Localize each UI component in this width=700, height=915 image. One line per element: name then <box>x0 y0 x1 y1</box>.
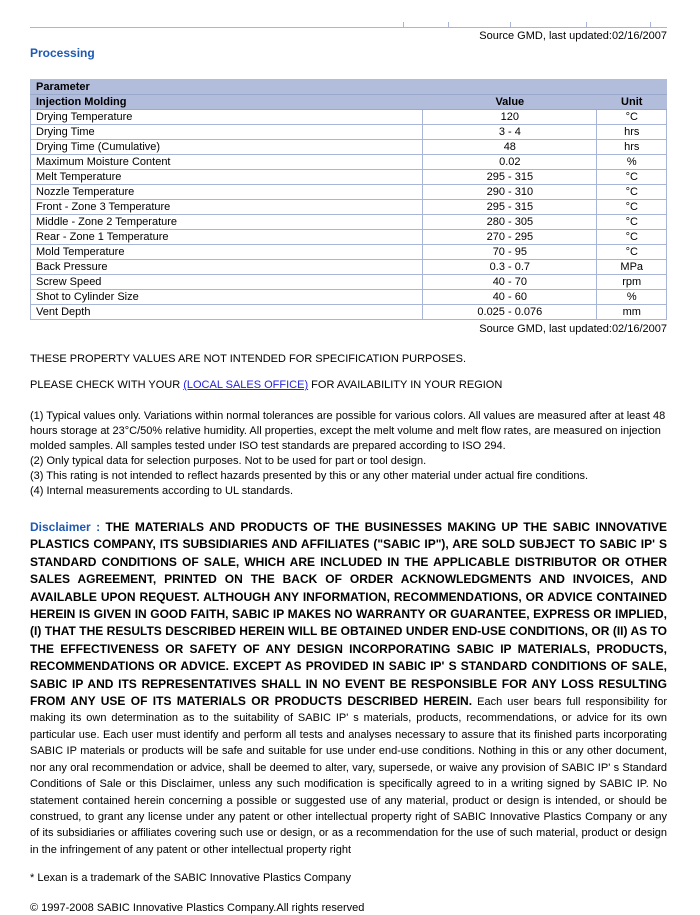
parameter-cell: Middle - Zone 2 Temperature <box>31 215 423 230</box>
value-cell: 120 <box>423 110 597 125</box>
parameter-cell: Maximum Moisture Content <box>31 155 423 170</box>
table-row <box>31 305 667 320</box>
value-cell: 295 - 315 <box>423 170 597 185</box>
column-header-unit: Unit <box>597 95 667 110</box>
table-row <box>31 215 667 230</box>
table-row <box>31 140 667 155</box>
table-title-parameter: Parameter <box>31 80 667 95</box>
value-cell: 270 - 295 <box>423 230 597 245</box>
parameter-cell: Rear - Zone 1 Temperature <box>31 230 423 245</box>
table-row <box>31 230 667 245</box>
availability-statement <box>30 379 667 392</box>
table-remnant-tick <box>586 22 587 27</box>
parameter-cell: Back Pressure <box>31 260 423 275</box>
table-row <box>31 185 667 200</box>
footnotes-block <box>30 409 667 499</box>
table-remnant-tick <box>510 22 511 27</box>
parameter-cell: Nozzle Temperature <box>31 185 423 200</box>
unit-cell: °C <box>597 170 667 185</box>
table-row <box>31 200 667 215</box>
unit-cell: % <box>597 155 667 170</box>
section-title: Processing <box>30 46 95 60</box>
spec-purpose-statement: THESE PROPERTY VALUES ARE NOT INTENDED FOR SPECIFICATION PURPOSES. <box>30 353 467 365</box>
disclaimer-label: Disclaimer : <box>30 520 106 534</box>
table-body <box>31 110 667 320</box>
table-remnant-tick <box>403 22 404 27</box>
footnote-2: (2) Only typical data for selection purposes. Not to be used for part or tool design. <box>30 455 427 467</box>
value-cell: 295 - 315 <box>423 200 597 215</box>
parameter-cell: Drying Temperature <box>31 110 423 125</box>
value-cell: 290 - 310 <box>423 185 597 200</box>
unit-cell: hrs <box>597 140 667 155</box>
table-row <box>31 155 667 170</box>
table-row <box>31 290 667 305</box>
value-cell: 40 - 60 <box>423 290 597 305</box>
local-sales-office-link[interactable]: (LOCAL SALES OFFICE) <box>183 379 309 391</box>
value-cell: 0.3 - 0.7 <box>423 260 597 275</box>
source-note-bottom: Source GMD, last updated:02/16/2007 <box>479 323 667 335</box>
footnote-4: (4) Internal measurements according to UL standards. <box>30 485 294 497</box>
unit-cell: hrs <box>597 125 667 140</box>
unit-cell: °C <box>597 215 667 230</box>
parameter-cell: Drying Time <box>31 125 423 140</box>
column-header-parameter: Injection Molding <box>31 95 423 110</box>
value-cell: 40 - 70 <box>423 275 597 290</box>
footnote-1: (1) Typical values only. Variations within normal tolerances are possible for various colors. All values are measured after at least 48 hours storage at 23°C/50% relative humidity. All properties, except the melt volume and melt flow rates, are measured on injection molded samples. All samples tested under ISO test standards are prepared according to ISO 294. <box>30 410 666 452</box>
availability-suffix: FOR AVAILABILITY IN YOUR REGION <box>308 379 503 391</box>
unit-cell: °C <box>597 185 667 200</box>
trademark-note: * Lexan is a trademark of the SABIC Innovative Plastics Company <box>30 872 351 885</box>
unit-cell: °C <box>597 245 667 260</box>
value-cell: 48 <box>423 140 597 155</box>
value-cell: 3 - 4 <box>423 125 597 140</box>
previous-table-remnant <box>0 0 700 28</box>
table-row <box>31 110 667 125</box>
parameter-cell: Vent Depth <box>31 305 423 320</box>
parameter-cell: Shot to Cylinder Size <box>31 290 423 305</box>
disclaimer-body-text: Each user bears full responsibility for making its own determination as to the suitability of SABIC IP' s materials, products, recommendations, or advice for its own particular use. Each user must identify and perform all tests and analyses necessary to assure that its finished parts incorporating SABIC IP materials or products will be safe and suitable for use under end-use conditions. Nothing in this or any other document, nor any oral recommendation or advice, shall be deemed to alter, vary, supersede, or waive any provision of SABIC IP' s Standard Conditions of Sale or this Disclaimer, unless any such modification is specifically agreed to in a writing signed by SABIC IP. No statement contained herein concerning a possible or suggested use of any material, product or design is intended, or should be construed, to grant any license under any patent or other intellectual property right of SABIC Innovative Plastics Company or any of its subsidiaries or affiliates covering such use or design, or as a recommendation for the use of such material, product or design in the infringement of any patent or other intellectual property right <box>30 696 667 856</box>
parameter-cell: Drying Time (Cumulative) <box>31 140 423 155</box>
table-remnant-tick <box>448 22 449 27</box>
table-row <box>31 275 667 290</box>
unit-cell: mm <box>597 305 667 320</box>
availability-prefix: PLEASE CHECK WITH YOUR <box>30 379 184 391</box>
horizontal-rule <box>30 27 667 28</box>
table-row <box>31 260 667 275</box>
value-cell: 0.025 - 0.076 <box>423 305 597 320</box>
unit-cell: °C <box>597 230 667 245</box>
value-cell: 70 - 95 <box>423 245 597 260</box>
unit-cell: °C <box>597 110 667 125</box>
disclaimer-bold-text: THE MATERIALS AND PRODUCTS OF THE BUSINESSES MAKING UP THE SABIC INNOVATIVE PLASTICS COMPANY, ITS SUBSIDIARIES AND AFFILIATES ("SABIC IP"), ARE SOLD SUBJECT TO SABIC IP' S STANDARD CONDITIONS OF SALE, WHICH ARE INCLUDED IN THE APPLICABLE DISTRIBUTOR OR OTHER SALES AGREEMENT, PRINTED ON THE BACK OF ORDER ACKNOWLEDGMENTS AND INVOICES, AND AVAILABLE UPON REQUEST. ALTHOUGH ANY INFORMATION, RECOMMENDATIONS, OR ADVICE CONTAINED HEREIN IS GIVEN IN GOOD FAITH, SABIC IP MAKES NO WARRANTY OR GUARANTEE, EXPRESS OR IMPLIED, (I) THAT THE RESULTS DESCRIBED HEREIN WILL BE OBTAINED UNDER END-USE CONDITIONS, OR (II) AS TO THE EFFECTIVENESS OR SAFETY OF ANY DESIGN INCORPORATING SABIC IP MATERIALS, PRODUCTS, RECOMMENDATIONS OR ADVICE. EXCEPT AS PROVIDED IN SABIC IP' S STANDARD CONDITIONS OF SALE, SABIC IP AND ITS REPRESENTATIVES SHALL IN NO EVENT BE RESPONSIBLE FOR ANY LOSS RESULTING FROM ANY USE OF ITS MATERIALS OR PRODUCTS DESCRIBED HEREIN. <box>30 520 667 709</box>
table-row <box>31 170 667 185</box>
parameter-cell: Melt Temperature <box>31 170 423 185</box>
table-row <box>31 125 667 140</box>
footnote-3: (3) This rating is not intended to reflect hazards presented by this or any other material under actual fire conditions. <box>30 470 589 482</box>
copyright-note: © 1997-2008 SABIC Innovative Plastics Company.All rights reserved <box>30 902 365 915</box>
parameter-cell: Screw Speed <box>31 275 423 290</box>
source-note-top: Source GMD, last updated:02/16/2007 <box>479 30 667 42</box>
injection-molding-table <box>30 79 667 320</box>
column-header-value: Value <box>423 95 597 110</box>
disclaimer-paragraph <box>30 519 667 858</box>
table-remnant-tick <box>650 22 651 27</box>
table-row <box>31 245 667 260</box>
table-title-row <box>31 80 667 95</box>
parameter-cell: Mold Temperature <box>31 245 423 260</box>
value-cell: 280 - 305 <box>423 215 597 230</box>
unit-cell: MPa <box>597 260 667 275</box>
value-cell: 0.02 <box>423 155 597 170</box>
unit-cell: % <box>597 290 667 305</box>
unit-cell: rpm <box>597 275 667 290</box>
unit-cell: °C <box>597 200 667 215</box>
parameter-cell: Front - Zone 3 Temperature <box>31 200 423 215</box>
table-header-row <box>31 95 667 110</box>
